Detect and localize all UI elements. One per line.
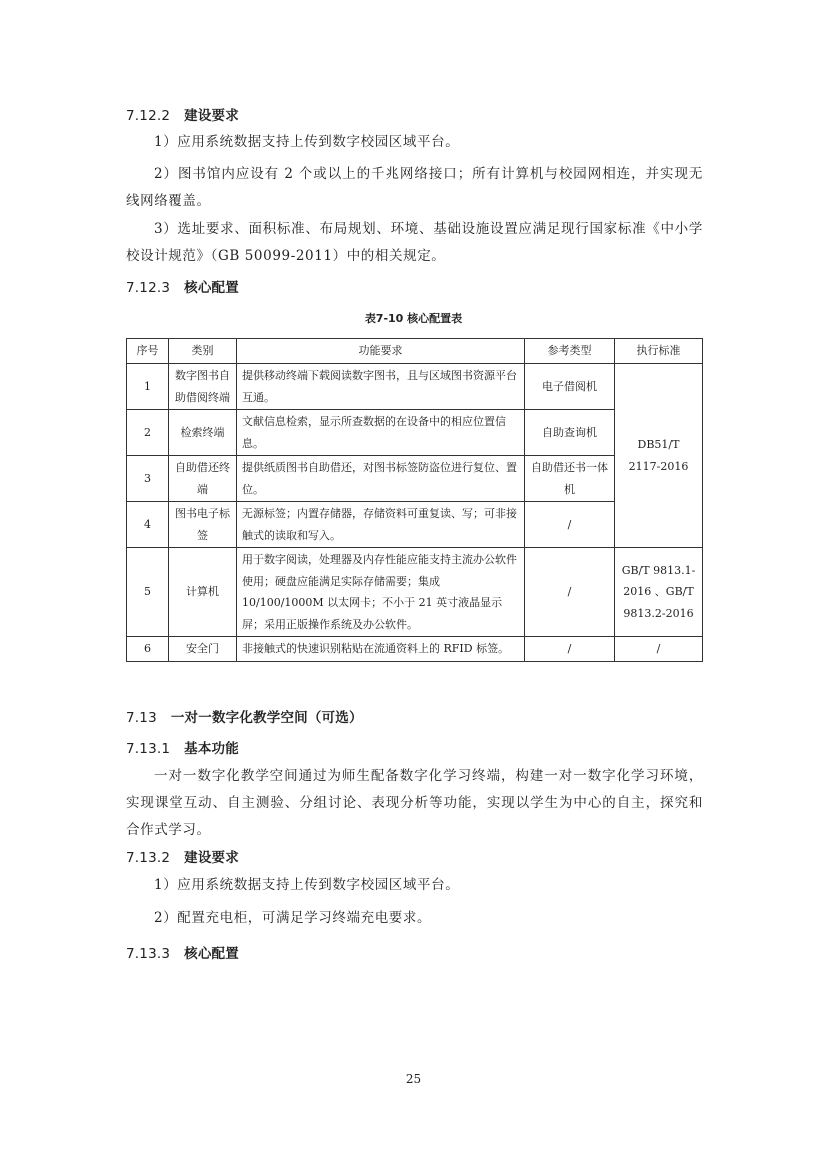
cell-type: 自助借还书一体机 bbox=[525, 456, 615, 502]
cell-no: 3 bbox=[127, 456, 169, 502]
cell-type: / bbox=[525, 548, 615, 637]
cell-standard-merged: DB51/T 2117-2016 bbox=[615, 364, 703, 548]
cell-standard: / bbox=[615, 637, 703, 662]
cell-category: 检索终端 bbox=[169, 410, 237, 456]
cell-no: 4 bbox=[127, 502, 169, 548]
table-row bbox=[127, 637, 703, 662]
paragraph-7-12-2-item-2: 2）图书馆内应设有 2 个或以上的千兆网络接口；所有计算机与校园网相连，并实现无线网络覆盖。 bbox=[126, 166, 703, 209]
cell-type: / bbox=[525, 637, 615, 662]
cell-requirement: 文献信息检索，显示所查数据的在设备中的相应位置信息。 bbox=[237, 410, 525, 456]
cell-type: / bbox=[525, 502, 615, 548]
cell-category: 图书电子标签 bbox=[169, 502, 237, 548]
header-category: 类别 bbox=[169, 339, 237, 364]
cell-requirement: 非接触式的快速识别粘贴在流通资料上的 RFID 标签。 bbox=[237, 637, 525, 662]
header-type: 参考类型 bbox=[525, 339, 615, 364]
table-row bbox=[127, 548, 703, 637]
cell-requirement: 无源标签；内置存储器，存储资料可重复读、写；可非接触式的读取和写入。 bbox=[237, 502, 525, 548]
cell-requirement: 提供移动终端下载阅读数字图书，且与区域图书资源平台互通。 bbox=[237, 364, 525, 410]
paragraph-7-13-1-body: 一对一数字化教学空间通过为师生配备数字化学习终端，构建一对一数字化学习环境，实现课堂互动、自主测验、分组讨论、表现分析等功能，实现以学生为中心的自主，探究和合作式学习。 bbox=[126, 768, 703, 838]
cell-category: 安全门 bbox=[169, 637, 237, 662]
table-row bbox=[127, 364, 703, 410]
header-standard: 执行标准 bbox=[615, 339, 703, 364]
cell-no: 1 bbox=[127, 364, 169, 410]
cell-category: 计算机 bbox=[169, 548, 237, 637]
paragraph-7-13-2-item-2: 2）配置充电柜，可满足学习终端充电要求。 bbox=[154, 910, 432, 926]
table-header-row bbox=[127, 339, 703, 364]
core-config-table bbox=[126, 338, 703, 662]
paragraph-7-12-2-item-3: 3）选址要求、面积标准、布局规划、环境、基础设施设置应满足现行国家标准《中小学校设计规范》（GB 50099-2011）中的相关规定。 bbox=[126, 221, 703, 264]
cell-type: 自助查询机 bbox=[525, 410, 615, 456]
cell-requirement: 用于数字阅读，处理器及内存性能应能支持主流办公软件使用；硬盘应能满足实际存储需要；集成10/100/1000M 以太网卡；不小于 21 英寸液晶显示屏；采用正版操作系统及办公软件。 bbox=[237, 548, 525, 637]
section-heading-7-13: 7.13 一对一数字化教学空间（可选） bbox=[126, 710, 363, 726]
table-caption: 表7-10 核心配置表 bbox=[364, 312, 463, 325]
section-heading-7-13-1: 7.13.1 基本功能 bbox=[126, 741, 239, 757]
section-heading-7-12-2: 7.12.2 建设要求 bbox=[126, 108, 239, 124]
section-heading-7-12-3: 7.12.3 核心配置 bbox=[126, 280, 239, 296]
cell-standard: GB/T 9813.1-2016 、GB/T 9813.2-2016 bbox=[615, 548, 703, 637]
section-heading-7-13-2: 7.13.2 建设要求 bbox=[126, 850, 239, 866]
paragraph-7-13-2-item-1: 1）应用系统数据支持上传到数字校园区域平台。 bbox=[154, 877, 460, 893]
paragraph-7-12-2-item-1: 1）应用系统数据支持上传到数字校园区域平台。 bbox=[154, 134, 460, 150]
cell-no: 5 bbox=[127, 548, 169, 637]
cell-category: 自助借还终端 bbox=[169, 456, 237, 502]
cell-type: 电子借阅机 bbox=[525, 364, 615, 410]
cell-requirement: 提供纸质图书自助借还，对图书标签防盗位进行复位、置位。 bbox=[237, 456, 525, 502]
section-heading-7-13-3: 7.13.3 核心配置 bbox=[126, 946, 239, 962]
cell-no: 2 bbox=[127, 410, 169, 456]
cell-category: 数字图书自助借阅终端 bbox=[169, 364, 237, 410]
page-number: 25 bbox=[405, 1072, 422, 1086]
header-no: 序号 bbox=[127, 339, 169, 364]
cell-no: 6 bbox=[127, 637, 169, 662]
header-requirement: 功能要求 bbox=[237, 339, 525, 364]
